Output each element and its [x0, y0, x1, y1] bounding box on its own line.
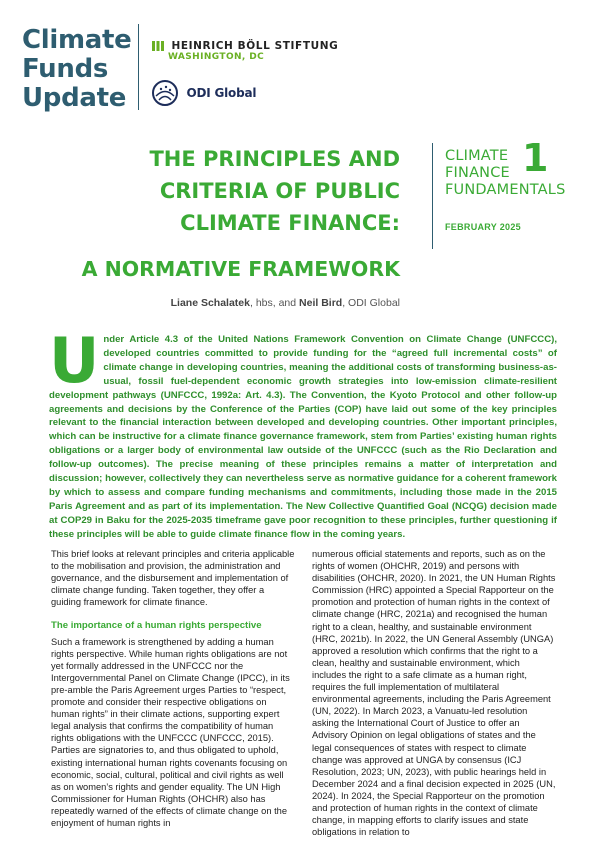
brand-name: Climate Funds Update	[22, 25, 132, 113]
hbs-location: WASHINGTON, DC	[168, 52, 265, 62]
lead-paragraph	[49, 324, 557, 540]
body-column-left	[51, 548, 295, 829]
lead-text: nder Article 4.3 of the United Nations Framework Convention on Climate Change (UNFCCC), developed countries committed to provide funding for the “agreed full incremental costs” of climate change in developing countries, meaning the additional costs of transforming business-as-usual, fossil fuel-dependent economic growth strategies into low-emission climate-resilient development pathways (UNFCCC, 1992a: Art. 4.3). The Convention, the Kyoto Protocol and other follow-up agreements and decisions by the Conference of the Parties (COP) have laid out some of the key principles relevant to the financial interaction between developed and developing countries. Other important principles, which can be instructive for a climate finance governance framework, stem from Parties’ existing human rights obligations or a larger body of environmental law outside of the UNFCCC (such as the Rio Declaration and follow-up outcomes). The precise meaning of these principles remains a matter of interpretation and discussion; however, collectively they can nevertheless serve as normative guidance for a coherent framework by which to assess and compare funding mechanisms and commitments, including those made in the 2015 Paris Agreement and as part of its implementation. The New Collective Quantified Goal (NCQG) decision made at COP29 in Baku for the 2025-2035 timeframe gave poor recognition to these principles, further questioning if these principles will be able to guide climate finance flow in the coming years.	[49, 334, 557, 540]
page-subtitle: A NORMATIVE FRAMEWORK	[81, 257, 400, 281]
drop-cap: U	[49, 324, 100, 397]
hbs-logo-icon	[152, 41, 164, 51]
series-label-line-2: FINANCE	[445, 165, 510, 181]
intro-paragraph: This brief looks at relevant principles and criteria applicable to the mobilisation and provision, the administration and governance, and the disbursement and implementation of climate change funding. Taken together, they offer a guiding framework for climate finance.	[51, 549, 295, 608]
body-column-right	[312, 548, 556, 843]
section-heading: The importance of a human rights perspective	[51, 620, 262, 632]
series-divider	[432, 143, 433, 249]
odi-logo	[152, 80, 256, 106]
page-title: THE PRINCIPLES AND CRITERIA OF PUBLIC CLIMATE FINANCE:	[149, 147, 400, 235]
hbs-logo	[152, 37, 339, 62]
section-paragraph: Such a framework is strengthened by adding a human rights perspective. While human rights obligations are not yet formally addressed in the UNFCCC nor the Intergovernmental Panel on Climate Change (IPCC), in its pre-amble the Paris Agreement urges Parties to “respect, promote and consider their respective obligations on human rights” in their climate actions, supporting expert legal analysis that confirms the compatibility of human rights obligations with the UNFCCC (UNFCCC, 2015). Parties are signatories to, and thus obligated to uphold, existing international human rights covenants focusing on economic, social, cultural, political and civil rights as well as on women’s rights and gender equality. The UN High Commissioner for Human Rights (OHCHR) also has repeatedly warned of the effects of climate change on the enjoyment of human rights in	[51, 636, 290, 828]
odi-globe-icon	[152, 80, 178, 106]
author-1: Liane Schalatek	[170, 297, 250, 309]
series-label-line-1: CLIMATE	[445, 148, 509, 164]
odi-name: ODI Global	[186, 86, 257, 100]
publication-date: FEBRUARY 2025	[445, 222, 521, 232]
header-divider	[138, 24, 139, 110]
series-label-line-3: FUNDAMENTALS	[445, 182, 566, 198]
author-2: Neil Bird	[299, 297, 343, 309]
continued-paragraph: numerous official statements and reports, such as on the rights of women (OHCHR, 2019) and persons with disabilities (OHCHR, 2020). In 2021, the UN Human Rights Commission (HRC) appointed a Special Rapporteur on the promotion and protection of human rights in the context of climate change (HRC, 2021a) and recognised the human right to a clean, healthy, and sustainable environment (HRC, 2021b). In 2022, the UN General Assembly (UNGA) approved a resolution which confirms that the right to a clean, healthy and sustainable environment, which includes the right to a safe climate as a human right, requires the full implementation of multilateral environmental agreements, including the Paris Agreement (UN, 2022). In March 2023, a Vanuatu-led resolution asking the International Court of Justice to offer an Advisory Opinion on legal obligations of states and the legal consequences of states with respect to climate change was approved at UNGA by consensus (ICJ Resolution, 2023; UN, 2023), with public hearings held in December 2024 and a final decision expected in 2025 (UN, 2024). In 2024, the Special Rapporteur on the promotion and protection of human rights in the context of climate change, in mapping efforts to clarify issues and state obligations in relation to	[312, 549, 556, 838]
climate-funds-update-logo	[22, 26, 134, 113]
authors-line	[171, 297, 400, 309]
author-1-affiliation: , hbs, and	[249, 297, 300, 309]
author-2-affiliation: , ODI Global	[342, 297, 400, 309]
hbs-name: HEINRICH BÖLL STIFTUNG	[171, 39, 339, 52]
series-number: 1	[522, 136, 549, 180]
